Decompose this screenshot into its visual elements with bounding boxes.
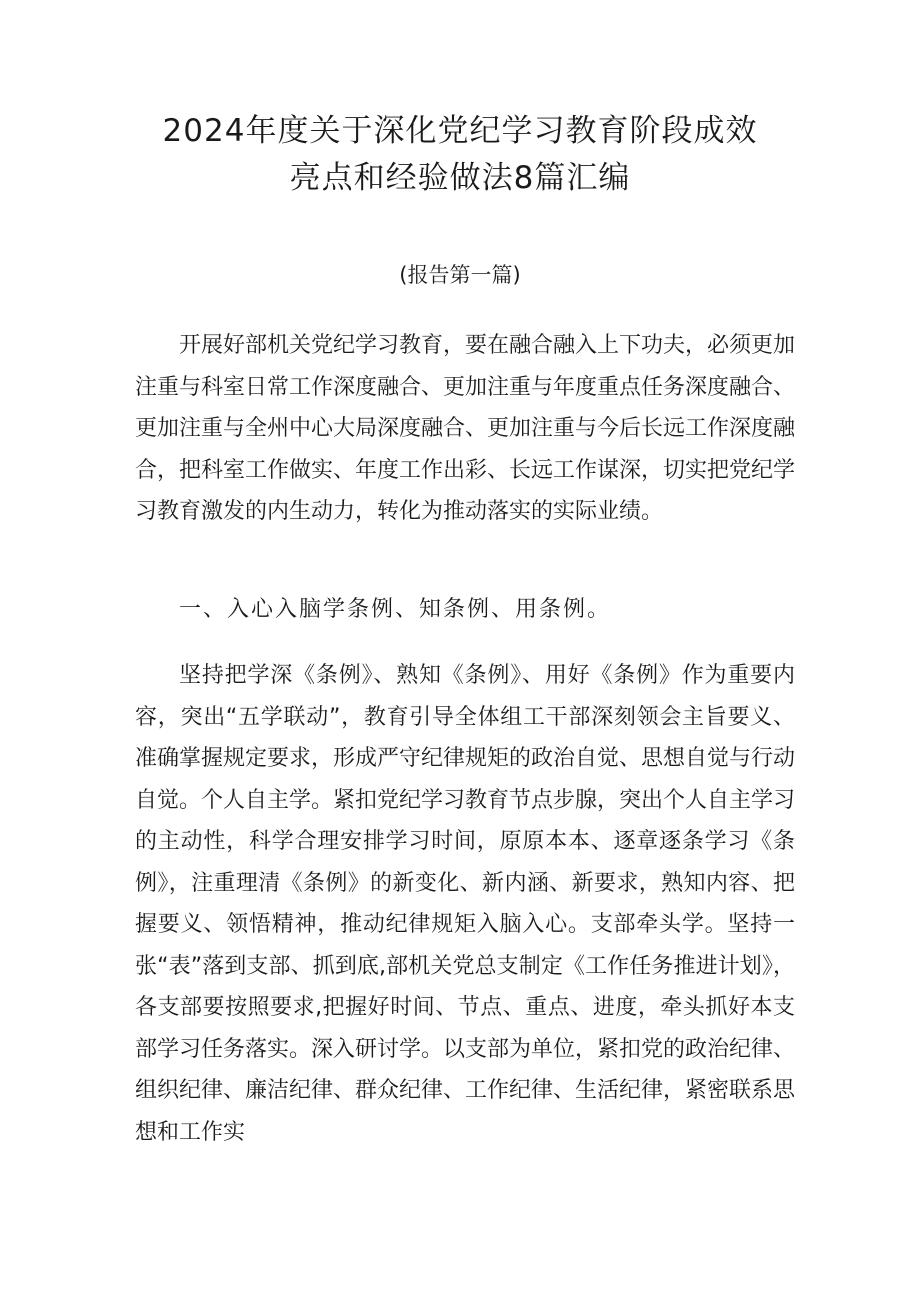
body-paragraph-2: 坚持把学深《条例》、熟知《条例》、用好《条例》作为重要内容，突出“五学联动”，教育引导全体组工干部深刻领会主旨要义、准确掌握规定要求，形成严守纪律规矩的政治自觉、思想自觉与行动自觉。个人自主学。紧扣党纪学习教育节点步腺，突出个人自主学习的主动性，科学合理安排学习时间，原原本本、逐章逐条学习《条例》，注重理清《条例》的新变化、新内涵、新要求，熟知内容、把握要义、领悟精神，推动纪律规矩入脑入心。支部牵头学。坚持一张“表”落到支部、抓到底,部机关党总支制定《工作任务推进计划》，各支部要按照要求,把握好时间、节点、重点、进度，牵头抓好本支部学习任务落实。深入研讨学。以支部为单位，紧扣党的政治纪律、组织纪律、廉洁纪律、群众纪律、工作纪律、生活纪律，紧密联系思想和工作实 [135,663,796,1145]
section-heading-1: 一、入心入脑学条例、知条例、用条例。 [179,597,612,622]
body-paragraph-1: 开展好部机关党纪学习教育，要在融合融入上下功夫，必须更加注重与科室日常工作深度融合、更加注重与年度重点任务深度融合、更加注重与全州中心大局深度融合、更加注重与今后长远工作深度融合，把科室工作做实、年度工作出彩、长远工作谋深，切实把党纪学习教育激发的内生动力，转化为推动落实的实际业绩。 [135,333,796,524]
section-label: (报告第一篇) [399,263,521,287]
document-title [120,108,800,202]
document-title-line-1: 2024年度关于深化党纪学习教育阶段成效 [162,113,758,149]
document-title-line-2: 亮点和经验做法8篇汇编 [289,160,631,196]
